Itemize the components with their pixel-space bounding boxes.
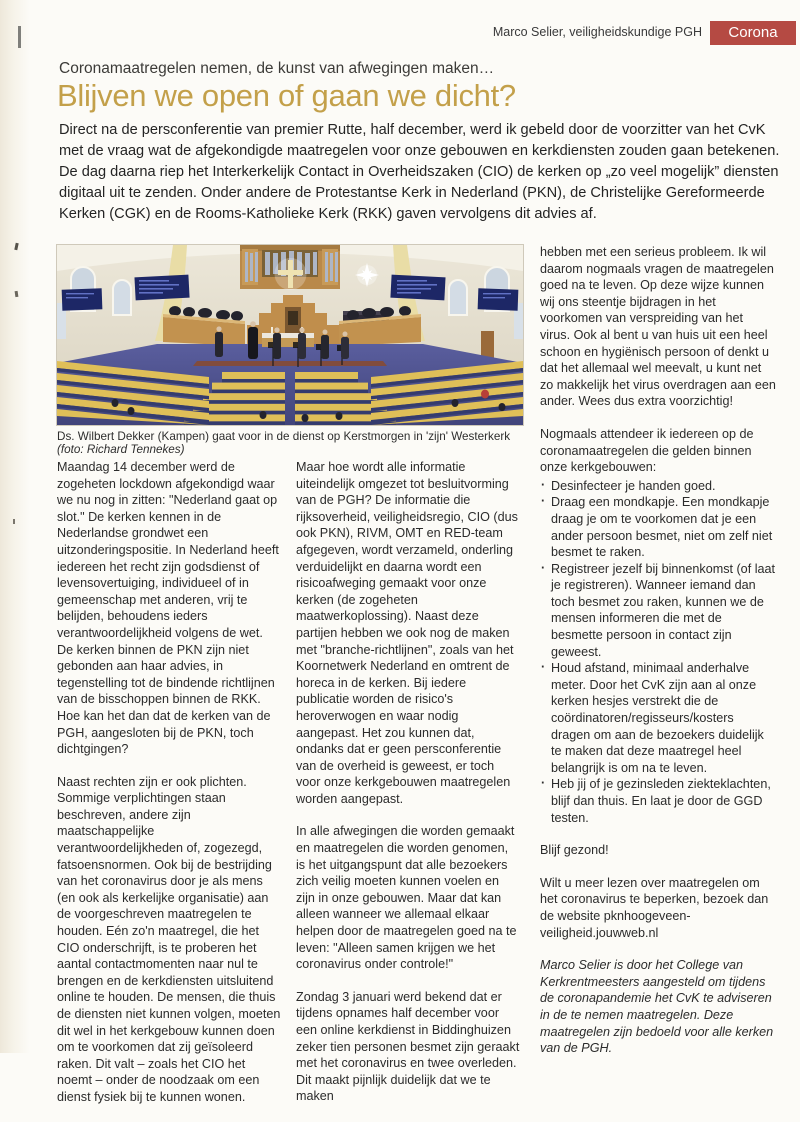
list-item: · Draag een mondkapje. Een mondkapje draag je om te voorkomen dat je een ander persoon besmet, niet om zelf niet besmet te raken. [540, 494, 776, 560]
article-author: Marco Selier, veiligheidskundige PGH [492, 25, 702, 39]
kicker-line: Coronamaatregelen nemen, de kunst van afwegingen maken… [59, 60, 495, 77]
caption-credit: (foto: Richard Tennekes) [57, 443, 185, 456]
list-item: · Registreer jezelf bij binnenkomst (of laat je registreren). Wanneer iemand dan toch besmet zou raken, kunnen we de mensen informeren die met de besmette persoon in contact zijn geweest. [540, 561, 776, 661]
website-note: Wilt u meer lezen over maatregelen om het coronavirus te beperken, bezoek dan de website pknhoogeveen-veiligheid.jouwweb.nl [540, 875, 769, 940]
measures-intro: Nogmaals attendeer ik iedereen op de coronamaatregelen die gelden binnen onze kerkgebouwen: [540, 426, 754, 475]
body-paragraph: Naast rechten zijn er ook plichten. Sommige verplichtingen staan beschreven, andere zijn maatschappelijke verantwoordelijkheden of, zogezegd, fatsoensnormen. Ook bij de bestrijding van het coronavirus door je als mens (en ook als kerkelijke organisatie) aan de voorgeschreven maatregelen te houden. Eén zo'n maatregel, die het CIO onderschrijft, is te proberen het aantal contactmomenten naar nul te brengen en de kerkdiensten uitsluitend online te houden. De mensen, die thuis de diensten niet kunnen volgen, moeten dit wel in het kerkgebouw kunnen doen om te voorkomen dat zij geïsoleerd raken. Dit valt – zoals het CIO het noemt – onder de noodzaak om een dienst fysiek bij te kunnen wonen. [57, 774, 281, 1104]
column-3 [540, 244, 776, 1073]
church-photo [57, 245, 523, 425]
corona-badge: Corona [710, 21, 796, 45]
intro-paragraph: Direct na de persconferentie van premier Rutte, half december, werd ik gebeld door de voorzitter van het CvK met de vraag wat de afgekondigde maatregelen voor onze gebouwen en kerkdiensten zouden gaan betekenen. De dag daarna riep het Interkerkelijk Contact in Overheidszaken (CIO) de kerken op „zo veel mogelijk” diensten digitaal uit te zenden. Onder andere de Protestantse Kerk in Nederland (PKN), de Christelijke Gereformeerde Kerken (CGK) en de Rooms-Katholieke Kerk (RKK) gaven vervolgens dit advies af. [59, 122, 780, 222]
scan-mark [15, 291, 19, 297]
church-photo-illustration [57, 245, 523, 425]
column-1 [57, 459, 281, 1122]
scan-mark [18, 26, 21, 48]
body-paragraph: Zondag 3 januari werd bekend dat er tijdens opnames half december voor een online kerkdienst in Biddinghuizen zeker tien personen besmet zijn geraakt met het coronavirus en twee overleden. Dit maakt pijnlijk duidelijk dat we te maken [296, 989, 520, 1104]
measures-list [540, 478, 776, 826]
scan-mark [13, 519, 15, 524]
list-item: · Desinfecteer je handen goed. [540, 478, 776, 495]
body-paragraph: hebben met een serieus probleem. Ik wil daarom nogmaals vragen de maatregelen goed na te leven. Op deze wijze kunnen wij ons steentje bijdragen in het voorkomen van verspreiding van het virus. Ook al bent u van huis uit een heel schoon en hygiënisch persoon of denkt u dat het allemaal wel meevalt, u kunt net zo makkelijk het virus overdragen aan een ander. Wees dus extra voorzichtig! [540, 245, 776, 409]
caption-text: Ds. Wilbert Dekker (Kampen) gaat voor in de dienst op Kerstmorgen in 'zijn' Westerkerk [57, 430, 511, 443]
page-title: Blijven we open of gaan we dicht? [57, 78, 516, 113]
column-2 [296, 459, 520, 1121]
photo-caption [57, 430, 529, 456]
scan-crease [0, 0, 30, 1053]
body-paragraph: Maar hoe wordt alle informatie uiteindelijk omgezet tot besluitvorming van de PGH? De informatie die rijksoverheid, veiligheidsregio, CIO (dus ook PKN), RIVM, OMT en RED-team afgegeven, wordt verzameld, onderling verduidelijkt en daarna wordt een risicoafweging gemaakt voor onze kerken (de zogeheten maatwerkoplossing). Naast deze partijen hebben we ook nog de maken met "branche-richtlijnen", zoals van het Koornetwerk Nederland en omtrent de horeca in de kerken. Bij iedere publicatie worden de risico's heroverwogen en waar nodig aangepast. Het zou kunnen dat, ondanks dat er geen persconferentie van de overheid is geweest, er toch voor onze kerkgebouwen maatregelen worden aangepast. [296, 460, 518, 806]
author-credit: Marco Selier is door het College van Kerkrentmeesters aangesteld om tijdens de coronapandemie het CvK te adviseren in de te nemen maatregelen. Deze maatregelen zijn bedoeld voor alle kerken van de PGH. [540, 958, 774, 1056]
body-paragraph: Maandag 14 december werd de zogeheten lockdown afgekondigd waar we nu nog in zitten: "Nederland gaat op slot." De kerken kennen in de Nederlandse grondwet een uitzonderingspositie. In Nederland heeft iedereen het recht zijn godsdienst of levensovertuiging, individueel of in gemeenschap met anderen, vrij te belijden, behoudens ieders verantwoordelijkheid volgens de wet. De kerken binnen de PKN zijn niet gebonden aan haar advies, in tegenstelling tot de bindende richtlijnen van de bisschoppen binnen de RKK. Hoe kan het dan dat de kerken van de PGH, aangesloten bij de PKN, toch dichtgingen? [57, 460, 279, 757]
closing-line: Blijf gezond! [540, 843, 609, 858]
list-item: · Heb jij of je gezinsleden ziekteklachten, blijf dan thuis. En laat je door de GGD testen. [540, 776, 776, 826]
list-item: · Houd afstand, minimaal anderhalve meter. Door het CvK zijn aan al onze kerken hesjes verstrekt die de coördinatoren/regisseurs/kosters dragen om aan de bezoekers duidelijk te maken dat deze maatregel heel belangrijk is om na te leven. [540, 660, 776, 776]
body-paragraph: In alle afwegingen die worden gemaakt en maatregelen die worden genomen, is het uitgangspunt dat alle bezoekers zich veilig moeten kunnen voelen en zijn in onze gebouwen. Maar dat kan alleen wanneer we allemaal elkaar helpen door de maatregelen goed na te leven: "Alleen samen krijgen we het coronavirus onder controle!" [296, 824, 517, 972]
